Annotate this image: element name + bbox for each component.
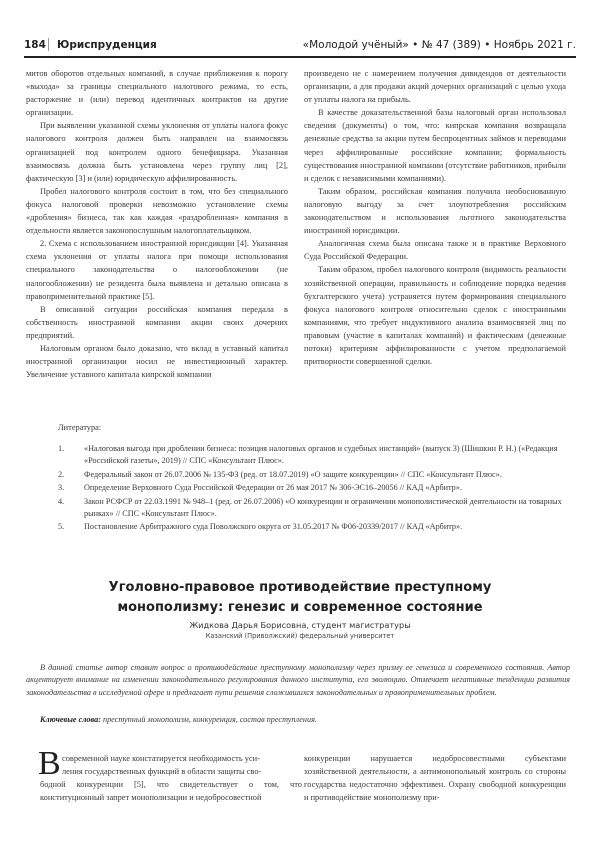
- reference-number: 3.: [58, 483, 65, 493]
- paragraph-line: современной науке констатируется необходимость уси-: [62, 754, 260, 763]
- paragraph: В описанной ситуации российская компания передала в собственность иностранной компании акции своих дочерних предприятий.: [26, 304, 288, 340]
- paragraph: митов оборотов отдельных компаний, в случае приближения к порогу «выхода» за границы специального налогового режима, то есть, расторжение и (или) перевод идентичных контрактов на другие организации.: [26, 69, 288, 118]
- paragraph: Таким образом, российская компания получила необоснованную налоговую выгоду за счет злоупотребления российским законодательством и использования льготного законодательства иностранной юрисдикции.: [304, 186, 566, 236]
- author-affiliation: Казанский (Приволжский) федеральный университет: [205, 632, 395, 640]
- article-title-line: Уголовно-правовое противодействие преступному: [108, 580, 492, 595]
- paragraph: Пробел налогового контроля состоит в том, что без специального фокуса налоговой проверки невозможно установление схемы «дробления» бизнеса, так как каждая «раздробленная» компания в отдельности является законопослушным налогоплательщиком.: [26, 186, 288, 236]
- reference-item: [58, 443, 570, 468]
- article-author: Жидкова Дарья Борисовна, студент магистратуры: [189, 620, 411, 630]
- reference-list: [58, 443, 570, 535]
- header-divider: [48, 38, 49, 51]
- reference-number: 5.: [58, 522, 65, 532]
- reference-item: [58, 496, 570, 521]
- paragraph: бодной конкуренции [5], что свидетельствует о том, что конституционный запрет монополизации и недобросовестной: [40, 780, 302, 803]
- reference-item: [58, 482, 570, 494]
- keywords-text: преступный монополизм, конкуренция, состав преступления.: [102, 715, 317, 724]
- reference-number: 1.: [58, 444, 65, 453]
- paragraph: Аналогичная схема была описана также и в практике Верховного Суда Российской Федерации.: [304, 239, 566, 262]
- article-abstract: [26, 662, 570, 699]
- keywords-label: Ключевые слова:: [40, 715, 101, 724]
- reference-text: Федеральный закон от 26.07.2006 № 135-ФЗ (ред. от 18.07.2019) «О защите конкуренции» // СПС «Консультант Плюс».: [84, 469, 502, 479]
- keywords: [26, 715, 570, 724]
- journal-issue: «Молодой учёный» • № 47 (389) • Ноябрь 2021 г.: [302, 39, 576, 51]
- reference-text: Определение Верховного Суда Российской Федерации от 26 мая 2017 № 306-ЭС16–20056 // КАД «Арбитр».: [84, 483, 462, 493]
- article-title: [60, 578, 540, 618]
- new-article-left-column: [40, 752, 302, 804]
- article-title-line: монополизму: генезис и современное состояние: [117, 600, 483, 615]
- paragraph: произведено не с намерением получения дивидендов от деятельности организации, а для продажи акций дочерних организаций с целью ухода от уплаты налога на прибыль.: [304, 69, 566, 105]
- page-number: 184: [24, 39, 46, 51]
- abstract-text: В данной статье автор ставит вопрос о противодействие преступному монополизму через призму ее генезиса и современного состояния. Автор акцентирует внимание на изменении законодательного регулирования данного института, его эволюцию. Отмечает негативные тенденции развития законодательства в исследуемой сфере и предлагает пути решения сложившихся законодательных и правоприменительных проблем.: [26, 663, 570, 697]
- paragraph: В качестве доказательственной базы налоговый орган использовал сведения (документы) о том, что: кипрская компания возвращала денежные средства за акции путем беспроцентных займов и переводами через аффилированные российские компании; формальность существования иностранной компании (отсутствие работников, прибыли и сделок с независимыми компаниями).: [304, 108, 566, 183]
- paragraph-line: ления государственных функций в области защиты сво-: [62, 767, 262, 777]
- reference-number: 4.: [58, 496, 65, 506]
- paragraph: При выявлении указанной схемы уклонения от уплаты налога фокус налогового контроля должен быть направлен на взаимосвязь организацией под контролем одного бенефициара. Указанная взаимосвязь должна быть установлена через группу лиц [2], фактическую [3] и (или) юридическую аффилированность.: [26, 121, 288, 183]
- header-rule: [24, 56, 576, 58]
- reference-item: [58, 469, 570, 481]
- reference-text: Закон РСФСР от 22.03.1991 № 948–1 (ред. от 26.07.2006) «О конкуренции и ограничении монополистической деятельности на товарных рынках» // СПС «Консультант Плюс».: [84, 496, 562, 519]
- reference-item: [58, 521, 570, 533]
- prev-article-right-column: [304, 67, 566, 368]
- paragraph: 2. Схема с использованием иностранной юрисдикции [4]. Указанная схема уклонения от уплаты налога при помощи использования специального законодательства о налогообложении (не налогообложении) не резидента была выявлена и детально описана в правоприменительной практике [5].: [26, 239, 288, 301]
- new-article-right-column: [304, 752, 566, 804]
- running-header: [24, 36, 576, 56]
- reference-text: «Налоговая выгода при дроблении бизнеса: позиция налоговых органов и судебных инстанций» (выпуск 3) (Шишкин Р. Н.) («Редакция «Российской газеты», 2019) // СПС «Консультант Плюс».: [84, 444, 558, 466]
- reference-number: 2.: [58, 469, 65, 479]
- paragraph: конкуренции нарушается недобросовестными субъектами хозяйственной деятельности, а антимонопольный контроль со стороны государства недостаточно эффективен. Охрану свободной конкуренции и противодействие монополизму при-: [304, 754, 566, 803]
- reference-text: Постановление Арбитражного суда Поволжского округа от 31.05.2017 № Ф06-20339/2017 // КАД «Арбитр».: [84, 522, 463, 532]
- paragraph: Таким образом, пробел налогового контроля (видимость реальности хозяйственной операции, правильность и соблюдение порядка ведения бухгалтерского учета) устраняется путем формирования специального фокуса налогового контроля относительно сделок с иностранными компаниями, что требует индуктивного анализа взаимосвязей лиц по правовым (участие в капиталах компаний) и фактическим (денежные потоки) критериям аффилированности с учетом предполагаемой притворности совершенной сделки.: [304, 265, 566, 367]
- section-title: Юриспруденция: [57, 39, 157, 51]
- prev-article-left-column: [26, 67, 288, 381]
- literature-heading: Литература:: [58, 423, 102, 432]
- drop-cap: В: [38, 745, 61, 782]
- paragraph: Налоговым органом было доказано, что вклад в уставный капитал иностранной организации носил не инвестиционный характер. Увеличение уставного капитала кипрской компании: [26, 343, 288, 380]
